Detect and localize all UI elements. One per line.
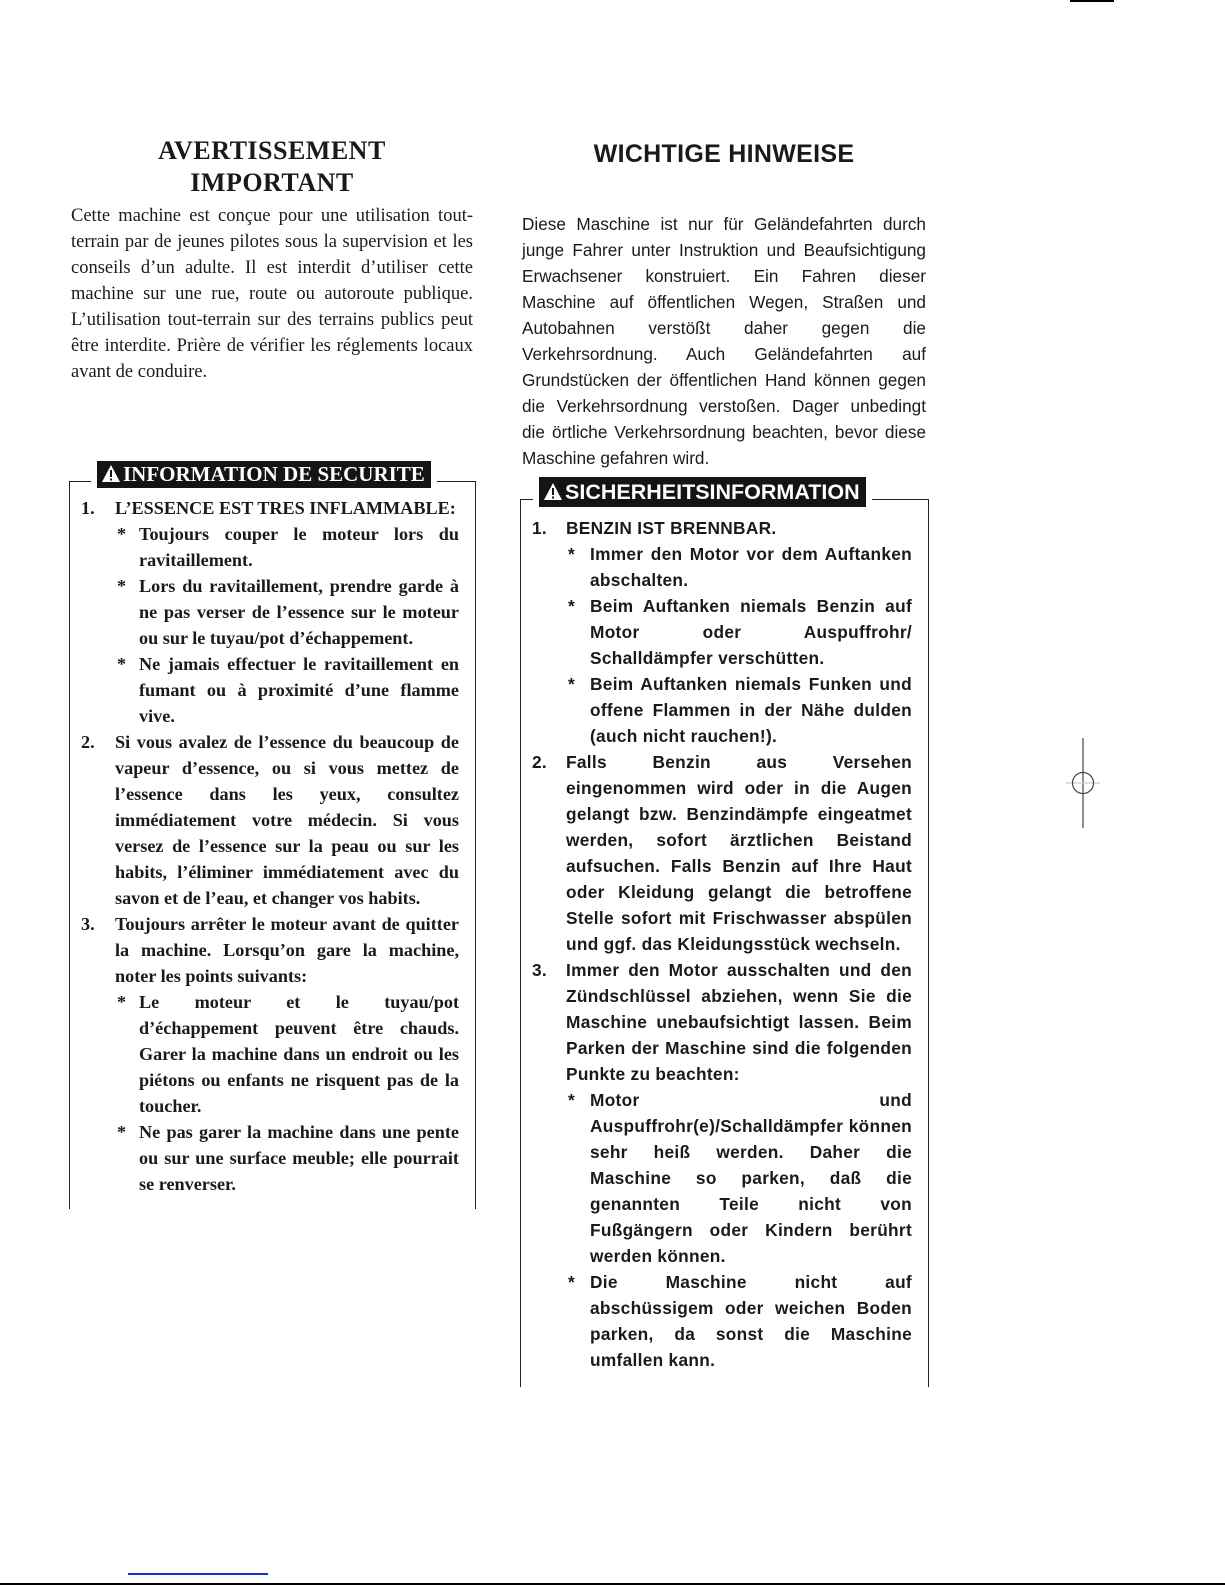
- sub-list: [115, 521, 459, 729]
- item-text: Toujours arrêter le moteur avant de quitter la machine. Lorsqu’on gare la machine, noter les points suivants:: [115, 914, 459, 986]
- bullet-star: *: [117, 992, 127, 1012]
- bullet-star: *: [568, 544, 576, 564]
- sub-item: [566, 593, 912, 671]
- german-column: [522, 132, 926, 1373]
- german-intro-paragraph: Diese Maschine ist nur für Geländefahrten durch junge Fahrer unter Instruktion und Beaufsichtigung Erwachsener konstruiert. Ein Fahren dieser Maschine auf öffentlichen Wegen, Straßen und Autobahnen verstößt daher gegen die Verkehrsordnung. Auch Geländefahrten auf Grundstücken der öffentlichen Hand können gegen die Verkehrsordnung verstoßen. Dager unbedingt die örtliche Verkehrsordnung beachten, bevor diese Maschine gefahren wird.: [522, 214, 926, 468]
- french-safety-list: [71, 488, 473, 1197]
- sub-item: [115, 1119, 459, 1197]
- sub-item-text: Beim Auftanken niemals Funken und offene Flammen in der Nähe dulden (auch nicht rauchen!).: [590, 674, 912, 746]
- sub-item: [566, 541, 912, 593]
- warning-triangle-icon: [101, 464, 121, 483]
- french-safety-badge: [97, 461, 431, 488]
- item-number: 3.: [532, 960, 548, 980]
- sub-item: [115, 521, 459, 573]
- german-safety-badge-label: SICHERHEITSINFORMATION: [565, 480, 860, 504]
- item-text: Immer den Motor ausschalten und den Zündschlüssel abziehen, wenn Sie die Maschine unebaufsichtigt lassen. Beim Parken der Maschine sind die folgenden Punkte zu beachten:: [566, 960, 912, 1084]
- item-number: 2.: [81, 732, 95, 752]
- sub-item-text: Toujours couper le moteur lors du ravitaillement.: [139, 524, 459, 570]
- crop-mark-top: [1070, 0, 1114, 2]
- sub-item: [115, 651, 459, 729]
- sub-list: [566, 541, 912, 749]
- sub-item-text: Immer den Motor vor dem Auftanken abschalten.: [590, 544, 912, 590]
- item-text: BENZIN IST BRENNBAR.: [566, 518, 777, 538]
- sub-item: [566, 1269, 912, 1373]
- sub-item-text: Ne jamais effectuer le ravitaillement en fumant ou à proximité d’une flamme vive.: [139, 654, 459, 726]
- french-title-line1: AVERTISSEMENT: [158, 136, 386, 165]
- item-text: L’ESSENCE EST TRES INFLAMMABLE:: [115, 498, 456, 518]
- bullet-star: *: [568, 596, 576, 616]
- german-safety-box: [522, 477, 926, 1373]
- sub-item-text: Lors du ravitaillement, prendre garde à ne pas verser de l’essence sur le moteur ou sur le tuyau/pot d’échappement.: [139, 576, 459, 648]
- french-title-line2: IMPORTANT: [190, 168, 354, 197]
- french-intro-paragraph: Cette machine est conçue pour une utilisation tout-terrain par de jeunes pilotes sous la supervision et les conseils d’un adulte. Il est interdit d’utiliser cette machine sur une rue, route ou autoroute publique. L’utilisation tout-terrain sur des terrains publics peut être interdite. Prière de vérifier les réglements locaux avant de conduire.: [71, 206, 473, 382]
- warning-triangle-icon: [543, 482, 563, 501]
- sub-item: [566, 671, 912, 749]
- safety-item: [81, 495, 459, 729]
- item-text: Falls Benzin aus Versehen eingenommen wird oder in die Augen gelangt bzw. Benzindämpfe eingeatmet werden, sofort ärztlichen Beistand aufsuchen. Falls Benzin auf Ihre Haut oder Kleidung gelangt die betroffene Stelle sofort mit Frischwasser abspülen und ggf. das Kleidungsstück wechseln.: [566, 752, 912, 954]
- sub-list: [115, 989, 459, 1197]
- bullet-star: *: [568, 1272, 576, 1292]
- sub-item: [115, 989, 459, 1119]
- item-number: 3.: [81, 914, 95, 934]
- sub-item: [566, 1087, 912, 1269]
- item-text: Si vous avalez de l’essence du beaucoup de vapeur d’essence, ou si vous mettez de l’essence dans les yeux, consultez immédiatement votre médecin. Si vous versez de l’essence sur la peau ou sur les habits, l’éliminer immédiatement avec du savon et de l’eau, et changer vos habits.: [115, 732, 459, 908]
- sub-item-text: Beim Auftanken niemals Benzin auf Motor oder Auspuffrohr/ Schalldämpfer verschütten.: [590, 596, 912, 668]
- item-number: 1.: [532, 518, 548, 538]
- item-number: 2.: [532, 752, 548, 772]
- safety-item: [81, 911, 459, 1197]
- safety-item: [532, 749, 912, 957]
- sub-item-text: Motor und Auspuffrohr(e)/Schalldämpfer können sehr heiß werden. Daher die Maschine so parken, daß die genannten Teile nicht von Fußgängern oder Kindern berührt werden können.: [590, 1090, 912, 1266]
- bullet-star: *: [117, 654, 127, 674]
- sub-item: [115, 573, 459, 651]
- bullet-star: *: [117, 576, 127, 596]
- sub-item-text: Le moteur et le tuyau/pot d’échappement peuvent être chauds. Garer la machine dans un endroit ou les piétons ou enfants ne risquent pas de la toucher.: [139, 992, 459, 1116]
- french-safety-badge-label: INFORMATION DE SECURITE: [123, 462, 425, 486]
- bottom-link-underline: [128, 1573, 268, 1575]
- sub-item-text: Die Maschine nicht auf abschüssigem oder weichen Boden parken, da sonst die Maschine umfallen kann.: [590, 1272, 912, 1370]
- german-safety-list: [522, 507, 926, 1373]
- bullet-star: *: [568, 674, 576, 694]
- safety-item: [81, 729, 459, 911]
- item-number: 1.: [81, 498, 95, 518]
- sub-item-text: Ne pas garer la machine dans une pente ou sur une surface meuble; elle pourrait se renverser.: [139, 1122, 459, 1194]
- safety-item: [532, 515, 912, 749]
- safety-item: [532, 957, 912, 1373]
- bullet-star: *: [568, 1090, 576, 1110]
- german-safety-badge: [539, 477, 866, 507]
- registration-crosshair-icon: [1066, 738, 1100, 828]
- french-column: [71, 132, 473, 1197]
- sub-list: [566, 1087, 912, 1373]
- bullet-star: *: [117, 524, 127, 544]
- bullet-star: *: [117, 1122, 127, 1142]
- french-safety-box: [71, 461, 473, 1197]
- german-title: WICHTIGE HINWEISE: [593, 140, 855, 168]
